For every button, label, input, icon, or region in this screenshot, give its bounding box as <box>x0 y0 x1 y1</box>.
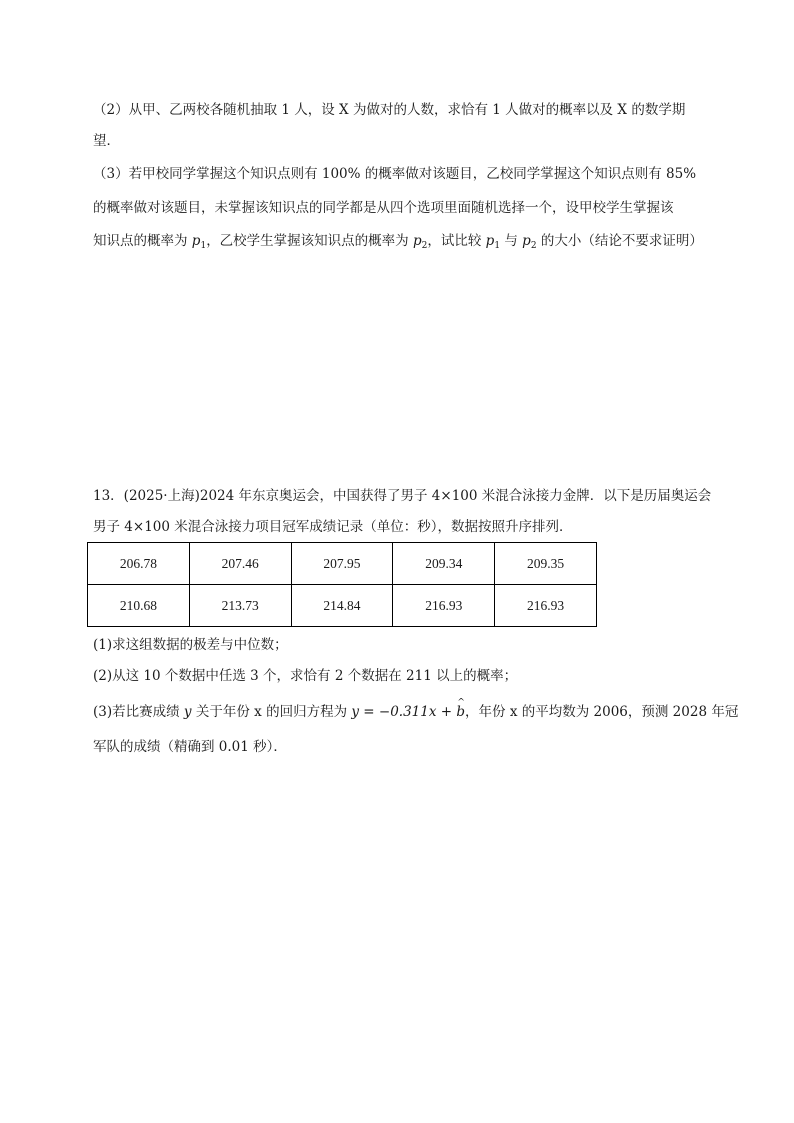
p13-question2: (2)从这 10 个数据中任选 3 个，求恰有 2 个数据在 211 以上的概率； <box>93 668 518 684</box>
table-cell: 210.68 <box>88 585 190 627</box>
math-p2: $p_2$ <box>522 233 537 251</box>
p12-part3-line2: 的概率做对该题目，未掌握该知识点的同学都是从四个选项里面随机选择一个，设甲校学生掌握该 <box>93 200 674 216</box>
math-p1: $p_1$ <box>191 233 207 251</box>
table-cell: 216.93 <box>495 585 597 627</box>
p12-part3-line3 <box>93 231 703 256</box>
text-segment: ，乙校学生掌握该知识点的概率为 <box>206 233 413 249</box>
table-cell: 207.46 <box>189 543 291 585</box>
table-cell: 209.35 <box>495 543 597 585</box>
p13-question3-line2: 军队的成绩（精确到 0.01 秒）． <box>93 739 287 755</box>
math-p1: $p_1$ <box>485 233 501 251</box>
table-cell: 206.78 <box>88 543 190 585</box>
table-cell: 214.84 <box>291 585 393 627</box>
text-segment: 关于年份 <box>191 704 255 720</box>
p12-part3-line1: （3）若甲校同学掌握这个知识点则有 100% 的概率做对该题目，乙校同学掌握这个知识点则有 85% <box>93 166 697 182</box>
text-segment: (3)若比赛成绩 <box>93 704 184 720</box>
p12-part2-line1: （2）从甲、乙两校各随机抽取 1 人，设 X 为做对的人数，求恰有 1 人做对的概率以及 X 的数学期 <box>93 102 686 118</box>
results-table <box>87 542 597 627</box>
text-segment: 的平均数为 2006，预测 2028 年冠 <box>517 704 739 720</box>
math-x: x <box>254 704 262 720</box>
table-cell: 213.73 <box>189 585 291 627</box>
p12-part2-line2: 望． <box>93 133 120 149</box>
math-x: x <box>509 704 518 720</box>
text-segment: 知识点的概率为 <box>93 233 192 249</box>
table-row <box>88 543 597 585</box>
text-segment: ，年份 <box>465 704 510 720</box>
regression-equation: y = −0.311x + ^ b <box>351 704 465 720</box>
text-segment: 的大小（结论不要求证明） <box>536 233 703 249</box>
p13-intro-line2: 男子 4×100 米混合泳接力项目冠军成绩记录（单位：秒），数据按照升序排列． <box>93 519 573 535</box>
text-segment: 与 <box>500 233 523 249</box>
text-segment: 的回归方程为 <box>261 704 352 720</box>
text-segment: ，试比较 <box>427 233 486 249</box>
table-cell: 216.93 <box>393 585 495 627</box>
math-p2: $p_2$ <box>412 233 428 251</box>
p13-question1: (1)求这组数据的极差与中位数； <box>93 637 288 653</box>
p13-question3-line1 <box>93 702 738 722</box>
p13-intro-line1: 13．(2025·上海)2024 年东京奥运会，中国获得了男子 4×100 米混合泳接力金牌．以下是历届奥运会 <box>93 488 712 504</box>
table-row <box>88 585 597 627</box>
table-cell: 209.34 <box>393 543 495 585</box>
table-cell: 207.95 <box>291 543 393 585</box>
math-y: y <box>183 704 192 720</box>
